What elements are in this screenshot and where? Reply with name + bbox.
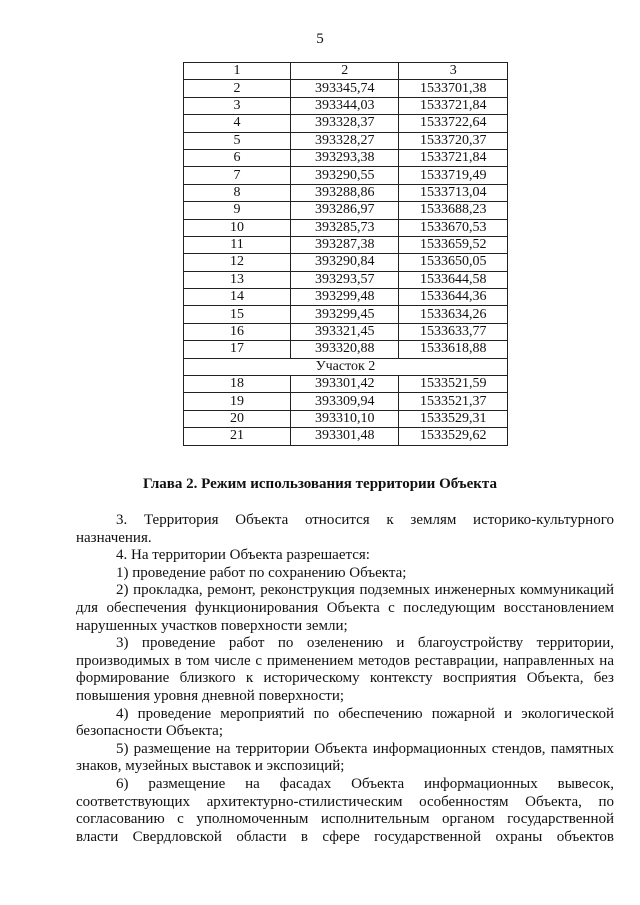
table-row [184,254,508,271]
table-section-row [184,358,508,375]
table-cell: 8 [184,184,291,201]
table-row [184,219,508,236]
paragraph: 4) проведение мероприятий по обеспечению пожарной и экологической безопасности Объекта; [76,705,614,740]
table-cell: 5 [184,132,291,149]
table-cell: 1533650,05 [399,254,508,271]
paragraph: 5) размещение на территории Объекта информационных стендов, памятных знаков, музейных выставок и экспозиций; [76,740,614,775]
table-cell: 2 [184,80,291,97]
page-number: 5 [316,31,324,47]
table-row [184,428,508,445]
table-cell: 21 [184,428,291,445]
table-row [184,132,508,149]
table-row [184,393,508,410]
table-cell: 3 [399,63,508,80]
table-cell: 1533659,52 [399,236,508,253]
coordinates-table [183,62,508,446]
table-cell: 18 [184,376,291,393]
table-cell: 13 [184,271,291,288]
table-cell: 17 [184,341,291,358]
table-cell: 393345,74 [290,80,398,97]
table-cell: 1533721,84 [399,97,508,114]
paragraph: 6) размещение на фасадах Объекта информационных вывесок, соответствующих архитектурно-стилистическим особенностям Объекта, по согласованию с уполномоченным исполнительным органом государственной власти Свердловской области в сфере государственной охраны объектов [76,775,614,845]
table-cell: 393287,38 [290,236,398,253]
table-cell: 2 [290,63,398,80]
table-row [184,167,508,184]
table-cell: 393328,37 [290,115,398,132]
table-cell: 1533719,49 [399,167,508,184]
table-cell: 1533529,62 [399,428,508,445]
table-section-label: Участок 2 [184,358,508,375]
table-cell: 393310,10 [290,410,398,427]
paragraph: 3) проведение работ по озеленению и благоустройству территории, производимых в том числе с применением методов реставрации, направленных на формирование близкого к историческому контексту восприятия Объекта, без повышения уровня дневной поверхности; [76,635,614,704]
table-row [184,115,508,132]
table-cell: 393293,38 [290,149,398,166]
table-cell: 3 [184,97,291,114]
table-cell: 19 [184,393,291,410]
coordinates-table-body [184,63,508,446]
table-cell: 1533720,37 [399,132,508,149]
table-cell: 393309,94 [290,393,398,410]
chapter-title: Глава 2. Режим использования территории Объекта [143,476,497,492]
table-row [184,80,508,97]
table-cell: 1533644,58 [399,271,508,288]
table-cell: 393286,97 [290,202,398,219]
table-cell: 393344,03 [290,97,398,114]
table-cell: 393321,45 [290,323,398,340]
table-row [184,271,508,288]
table-cell: 16 [184,323,291,340]
table-row [184,149,508,166]
table-cell: 14 [184,289,291,306]
table-cell: 393328,27 [290,132,398,149]
table-cell: 393299,48 [290,289,398,306]
table-cell: 10 [184,219,291,236]
table-cell: 1533521,37 [399,393,508,410]
table-row [184,323,508,340]
table-cell: 1533721,84 [399,149,508,166]
table-row [184,236,508,253]
table-row [184,289,508,306]
body-text [76,512,614,846]
table-row [184,341,508,358]
paragraph: 1) проведение работ по сохранению Объекта; [116,564,407,581]
table-row [184,410,508,427]
table-cell: 7 [184,167,291,184]
table-cell: 11 [184,236,291,253]
table-row [184,184,508,201]
table-cell: 1533529,31 [399,410,508,427]
table-cell: 9 [184,202,291,219]
table-cell: 393293,57 [290,271,398,288]
table-cell: 1533701,38 [399,80,508,97]
table-cell: 393301,48 [290,428,398,445]
table-cell: 393299,45 [290,306,398,323]
table-cell: 1533644,36 [399,289,508,306]
table-cell: 12 [184,254,291,271]
table-cell: 1533634,26 [399,306,508,323]
table-cell: 1533633,77 [399,323,508,340]
table-cell: 20 [184,410,291,427]
table-cell: 393288,86 [290,184,398,201]
table-cell: 6 [184,149,291,166]
table-cell: 393290,55 [290,167,398,184]
table-cell: 1533670,53 [399,219,508,236]
table-cell: 1533618,88 [399,341,508,358]
table-row [184,306,508,323]
paragraph: 2) прокладка, ремонт, реконструкция подземных инженерных коммуникаций для обеспечения функционирования Объекта с последующим восстановлением нарушенных участков поверхности земли; [76,582,614,634]
paragraph: 4. На территории Объекта разрешается: [116,547,370,564]
table-cell: 4 [184,115,291,132]
table-cell: 1 [184,63,291,80]
table-cell: 1533688,23 [399,202,508,219]
table-cell: 15 [184,306,291,323]
paragraph: 3. Территория Объекта относится к землям историко-культурного назначения. [76,512,614,546]
table-cell: 393301,42 [290,376,398,393]
table-cell: 1533521,59 [399,376,508,393]
table-header-row [184,63,508,80]
table-cell: 1533713,04 [399,184,508,201]
table-cell: 393290,84 [290,254,398,271]
table-cell: 393320,88 [290,341,398,358]
table-row [184,97,508,114]
table-cell: 1533722,64 [399,115,508,132]
table-row [184,376,508,393]
table-row [184,202,508,219]
table-cell: 393285,73 [290,219,398,236]
